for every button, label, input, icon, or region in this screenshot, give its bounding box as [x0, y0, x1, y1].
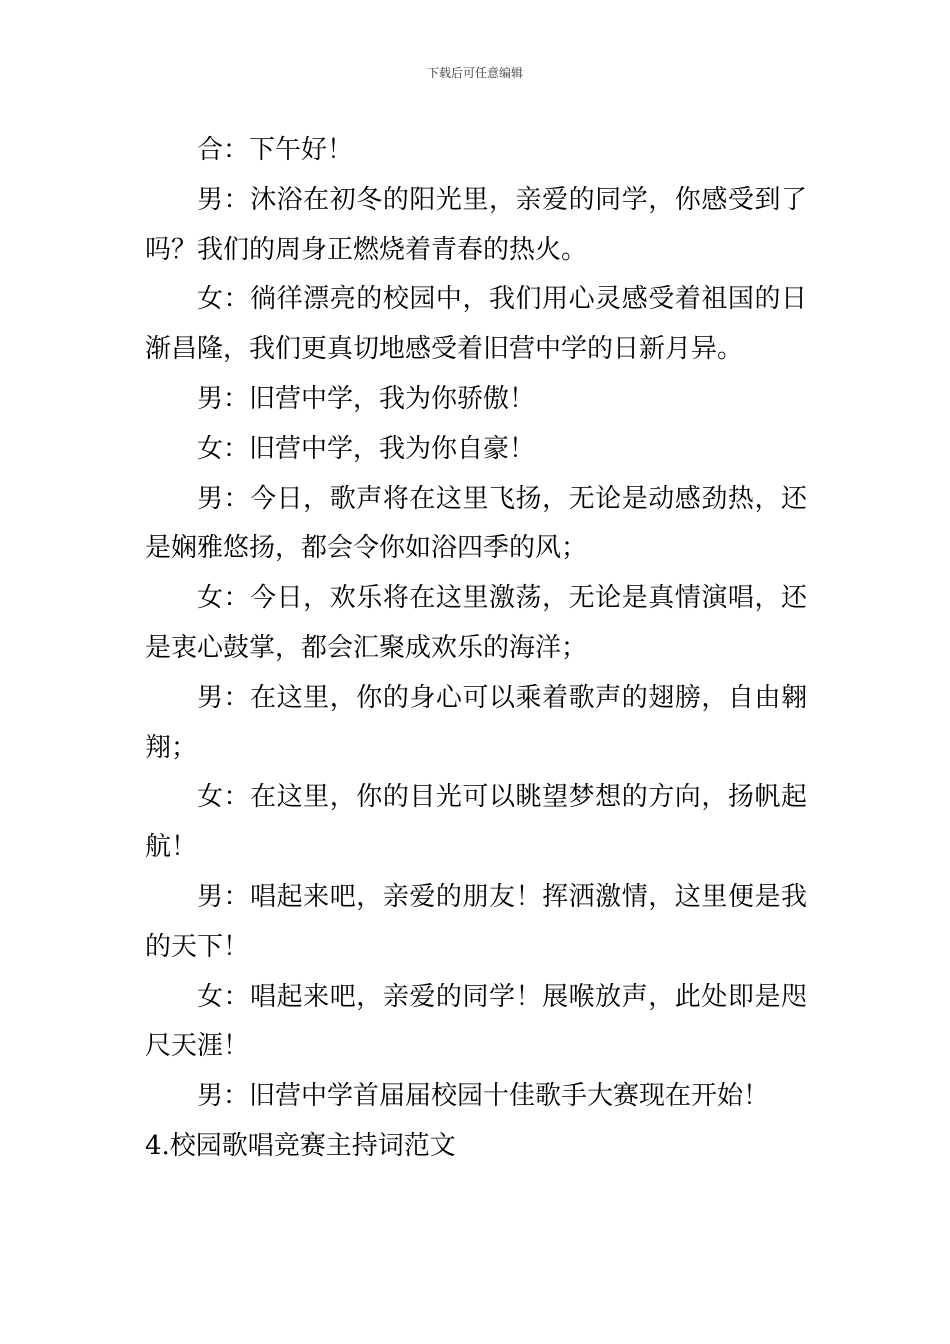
paragraph: 男：旧营中学首届届校园十佳歌手大赛现在开始！	[197, 1081, 770, 1112]
paragraph: 男：今日，歌声将在这里飞扬，无论是动感劲热，还是娴雅悠扬，都会令你如浴四季的风；	[145, 483, 807, 564]
paragraph: 男：旧营中学，我为你骄傲！	[197, 383, 536, 414]
paragraph: 男：唱起来吧，亲爱的朋友！挥洒激情，这里便是我的天下！	[145, 881, 807, 962]
paragraph: 女：在这里，你的目光可以眺望梦想的方向，扬帆起航！	[145, 782, 807, 863]
paragraph: 男：沐浴在初冬的阳光里，亲爱的同学，你感受到了吗？我们的周身正燃烧着青春的热火。	[145, 184, 807, 265]
page-header: 下载后可任意编辑	[426, 66, 523, 80]
paragraph: 女：唱起来吧，亲爱的同学！展喉放声，此处即是咫尺天涯！	[145, 981, 807, 1062]
document-body	[145, 126, 807, 1172]
paragraph: 女：旧营中学，我为你自豪！	[197, 433, 536, 464]
paragraph: 女：徜徉漂亮的校园中，我们用心灵感受着祖国的日渐昌隆，我们更真切地感受着旧营中学的日新月异。	[145, 284, 807, 365]
paragraph: 合：下午好！	[197, 135, 354, 165]
paragraph: 女：今日，欢乐将在这里激荡，无论是真情演唱，还是衷心鼓掌，都会汇聚成欢乐的海洋；	[145, 583, 807, 663]
paragraph: 男：在这里，你的身心可以乘着歌声的翅膀，自由翱翔；	[145, 682, 807, 763]
section-heading: 4.校园歌唱竞赛主持词范文	[145, 1130, 456, 1161]
